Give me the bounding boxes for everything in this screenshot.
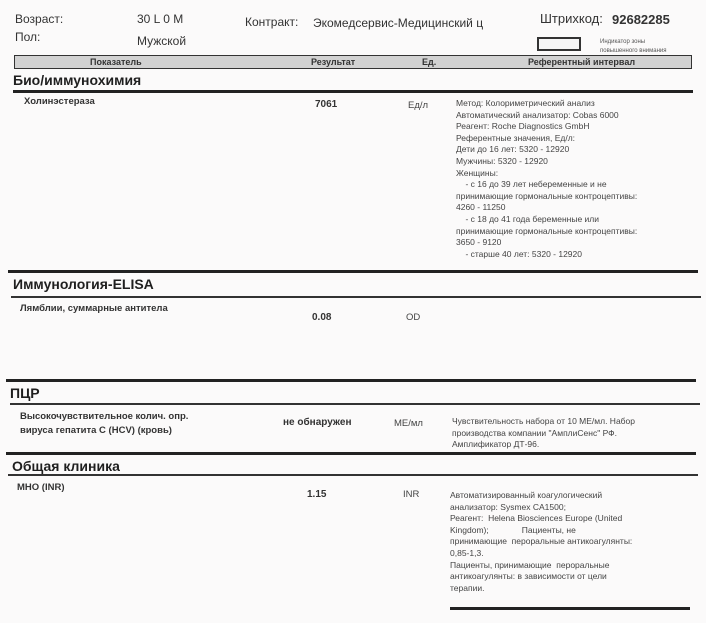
indicator-legend-line1: Индикатор зоны	[600, 39, 646, 45]
age-label: Возраст:	[15, 12, 64, 26]
section-title-general-clinic: Общая клиника	[12, 458, 120, 474]
test-reference: Чувствительность набора от 10 МЕ/мл. Набор производства компании "АмплиСенс" РФ. Амплификатор ДТ-96.	[452, 416, 635, 450]
section-divider	[8, 270, 698, 273]
section-divider	[6, 379, 696, 382]
test-name	[20, 410, 188, 438]
indicator-legend-line2: повышенного внимания	[600, 48, 667, 54]
test-result: не обнаружен	[283, 417, 352, 428]
barcode-label: Штрихкод:	[540, 11, 603, 26]
test-reference: Метод: Колориметрический анализ Автоматический анализатор: Cobas 6000 Реагент: Roche Diagnostics GmbH Референтные значения, Ед/л: Дети до 16 лет: 5320 - 12920 Мужчины: 5320 - 12920 Женщины: - с 16 до 39 лет небеременные и не принимающие гормональные контроцептивы: 4260 - 11250 - с 18 до 41 года беременные или принимающие гормональные контроцептивы: 3650 - 9120 - старше 40 лет: 5320 - 12920	[456, 98, 638, 259]
contract-value: Экомедсервис-Медицинский ц	[313, 16, 484, 30]
column-header-indicator: Показатель	[90, 57, 142, 67]
test-unit: МЕ/мл	[394, 418, 423, 429]
section-divider	[8, 474, 698, 476]
sex-label: Пол:	[15, 30, 41, 44]
test-reference: Автоматизированный коагулогический анализатор: Sysmex CA1500; Реагент: Helena Biosciences Europe (United Kingdom); Пациенты, не принимающие пероральные антикоагулянты: 0,85-1,3. Пациенты, принимающие пероральные антикоагулянты: в зависимости от цели терапии.	[450, 490, 633, 593]
sex-value: Мужской	[137, 34, 187, 48]
section-divider	[11, 296, 701, 298]
section-divider	[10, 403, 700, 405]
test-result: 7061	[315, 99, 338, 110]
section-title-biochemistry: Био/иммунохимия	[13, 72, 142, 88]
attention-zone-indicator	[537, 37, 581, 51]
test-unit: OD	[406, 312, 421, 323]
column-header-reference: Референтный интервал	[528, 57, 636, 67]
barcode-value: 92682285	[612, 12, 670, 27]
test-name: Лямблии, суммарные антитела	[20, 303, 168, 314]
contract-label: Контракт:	[245, 15, 299, 29]
test-result: 0.08	[312, 312, 332, 323]
test-unit: INR	[403, 489, 420, 500]
section-divider	[6, 452, 696, 455]
section-divider	[13, 90, 693, 93]
test-name-line1: Высокочувствительное колич. опр.	[20, 411, 189, 422]
test-unit: Ед/л	[408, 100, 429, 111]
table-header	[14, 55, 692, 69]
column-header-unit: Ед.	[422, 57, 437, 67]
test-result: 1.15	[307, 489, 327, 500]
test-name: Холинэстераза	[24, 96, 95, 107]
age-value: 30 L 0 M	[137, 12, 184, 26]
section-divider	[450, 607, 690, 610]
column-header-result: Результат	[311, 57, 356, 67]
section-title-pcr: ПЦР	[10, 385, 40, 401]
test-name: МНО (INR)	[17, 482, 65, 493]
section-title-immunology: Иммунология-ELISA	[13, 276, 154, 292]
indicator-legend	[600, 38, 667, 56]
test-name-line2: вируса гепатита С (HCV) (кровь)	[20, 425, 172, 436]
